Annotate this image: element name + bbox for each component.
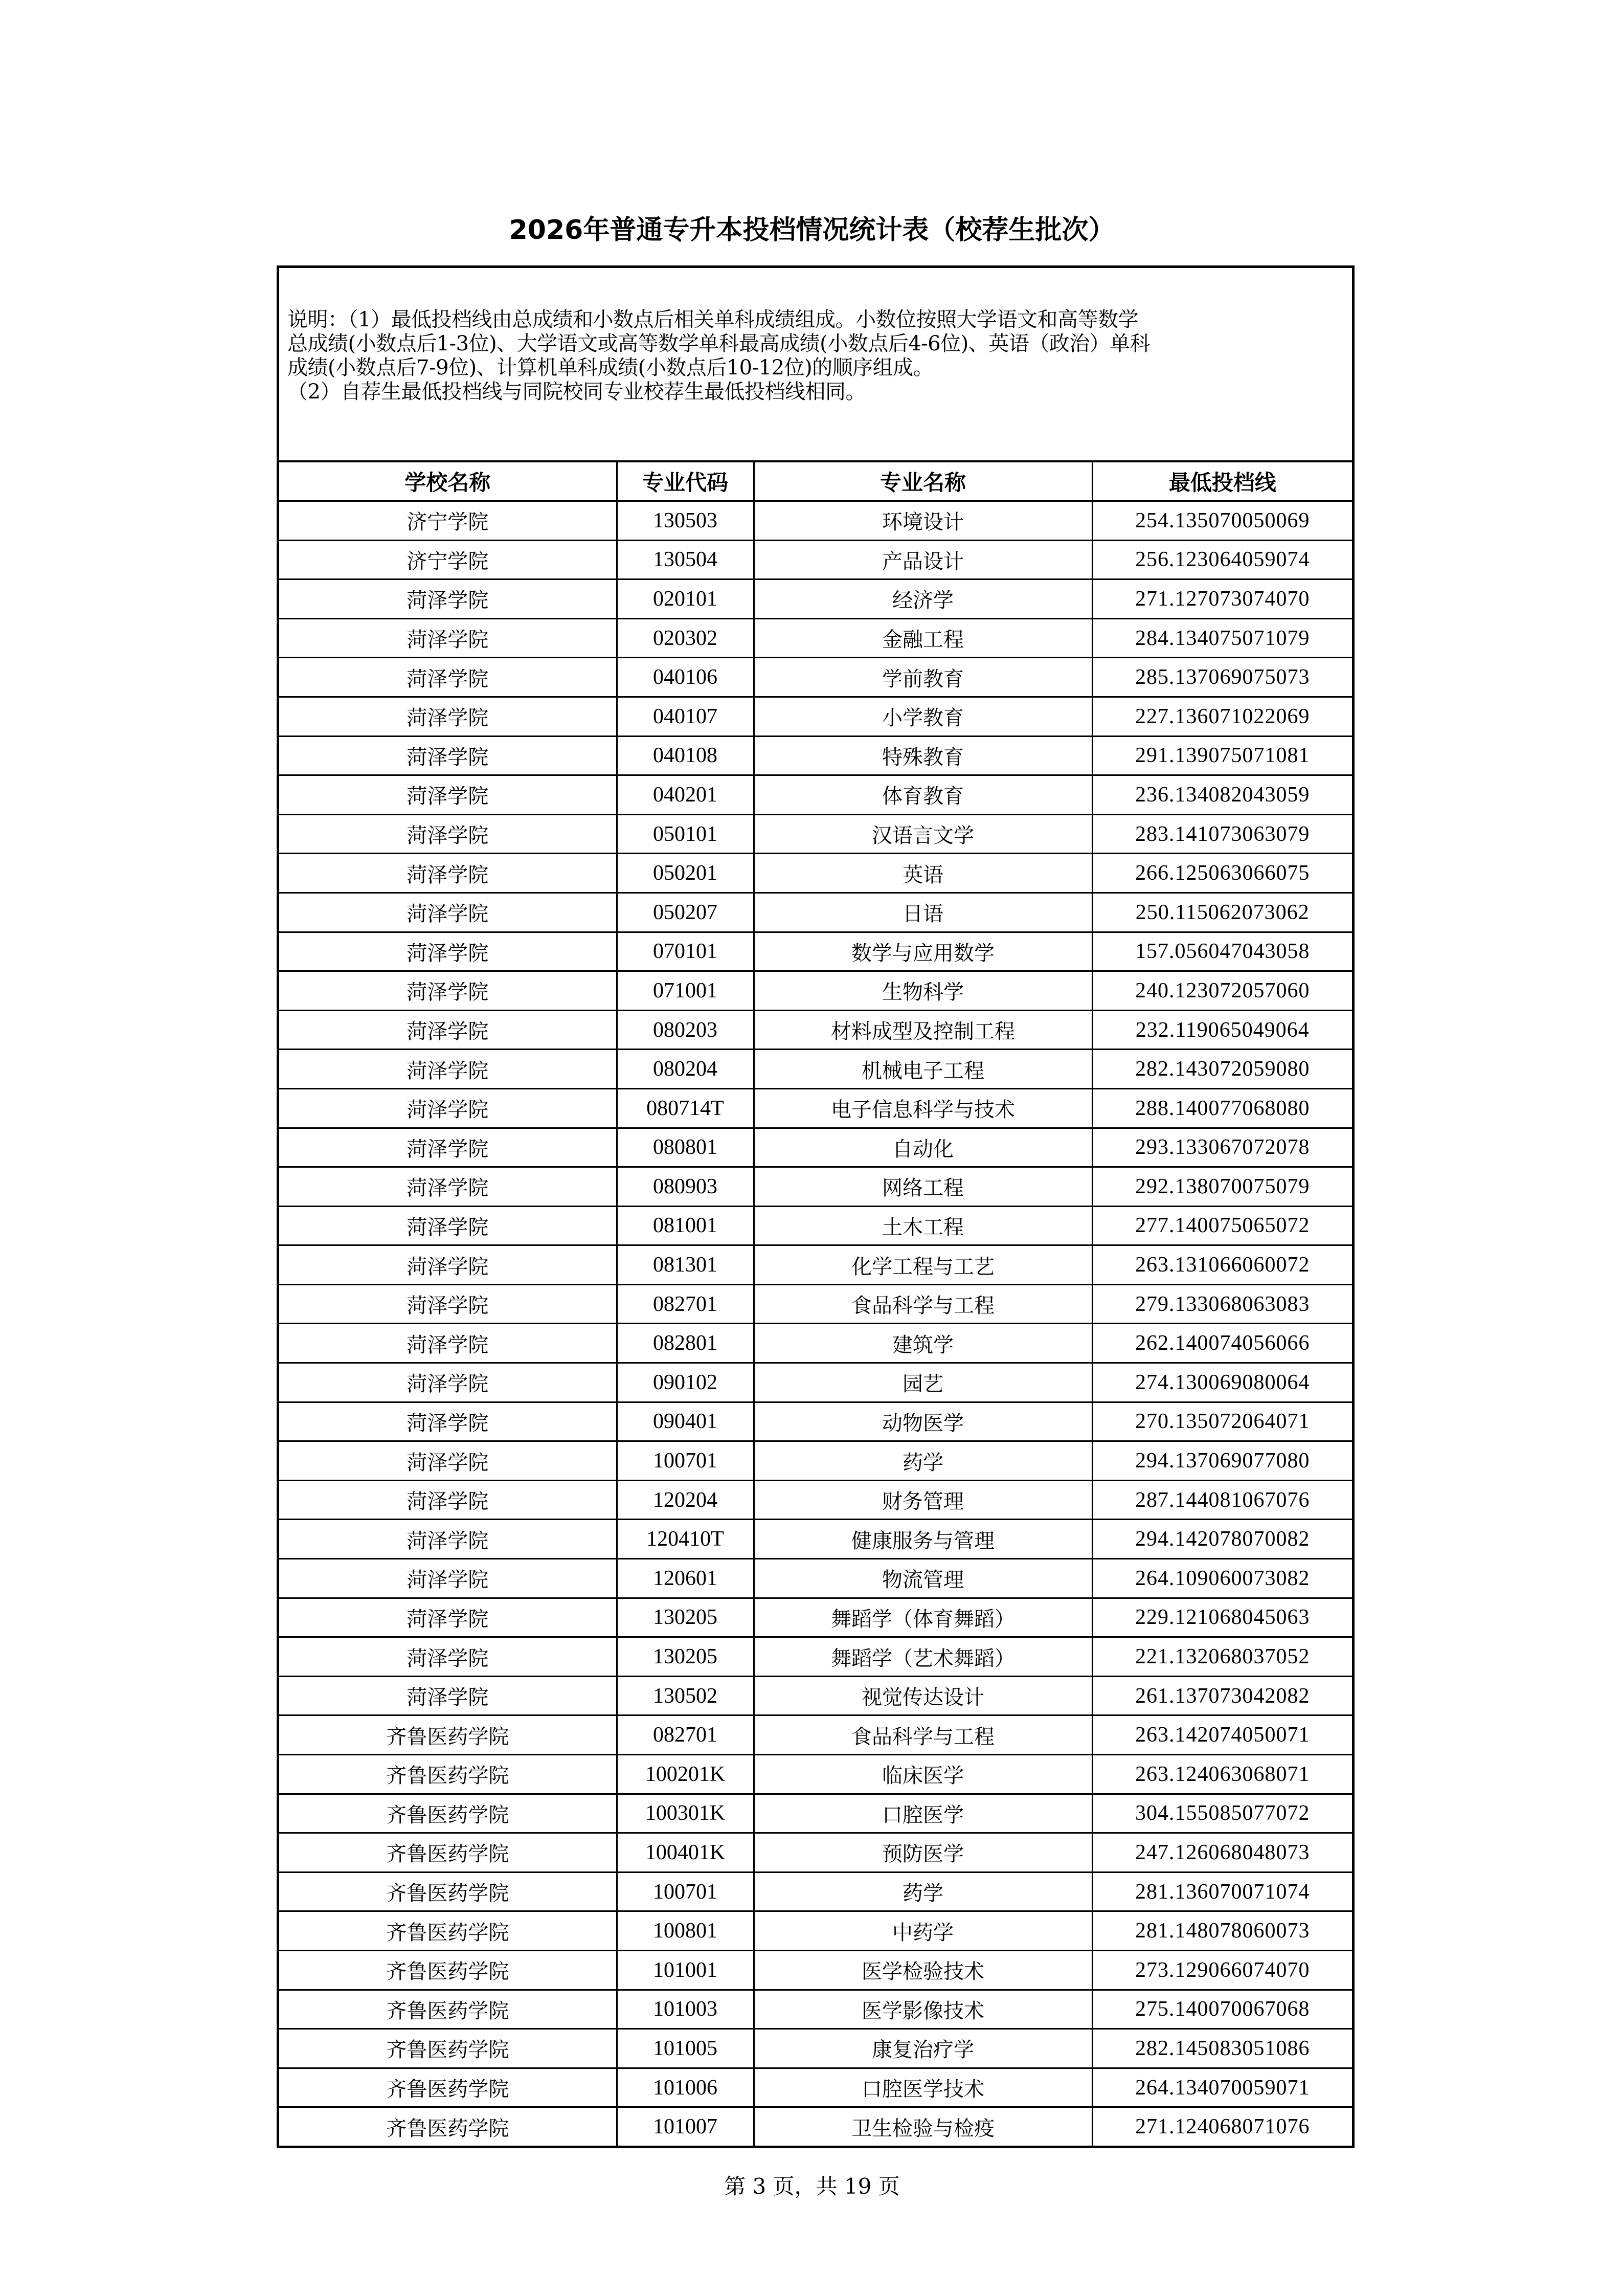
school-cell: 菏泽学院 [279,932,617,971]
major-code-cell: 130504 [617,540,754,579]
school-cell: 菏泽学院 [279,1598,617,1637]
major-code-cell: 040107 [617,697,754,736]
school-cell: 菏泽学院 [279,1206,617,1245]
table-row [279,579,1352,619]
table-row [279,1402,1352,1441]
major-name-cell: 药学 [754,1441,1092,1481]
school-cell: 菏泽学院 [279,1245,617,1285]
major-name-cell: 中药学 [754,1911,1092,1951]
school-cell: 菏泽学院 [279,1128,617,1167]
major-name-cell: 环境设计 [754,501,1092,541]
major-code-cell: 080801 [617,1128,754,1167]
table-row [279,1794,1352,1833]
major-name-cell: 口腔医学技术 [754,2068,1092,2107]
major-code-cell: 090102 [617,1363,754,1402]
table-row [279,2068,1352,2107]
admission-table [279,462,1352,2146]
major-name-cell: 体育教育 [754,775,1092,815]
min-score-cell: 293.133067072078 [1092,1128,1352,1167]
major-code-cell: 101006 [617,2068,754,2107]
min-score-cell: 247.126068048073 [1092,1833,1352,1873]
min-score-cell: 250.115062073062 [1092,893,1352,932]
major-code-cell: 040108 [617,736,754,775]
school-cell: 菏泽学院 [279,775,617,815]
major-name-cell: 经济学 [754,579,1092,619]
school-cell: 齐鲁医药学院 [279,1911,617,1951]
major-name-cell: 医学检验技术 [754,1950,1092,1990]
school-cell: 齐鲁医药学院 [279,1872,617,1911]
table-row [279,1990,1352,2029]
major-code-cell: 020101 [617,579,754,619]
school-cell: 菏泽学院 [279,893,617,932]
school-cell: 菏泽学院 [279,1167,617,1207]
table-body [279,501,1352,2146]
min-score-cell: 281.136070071074 [1092,1872,1352,1911]
table-row [279,814,1352,854]
school-cell: 菏泽学院 [279,1441,617,1481]
major-name-cell: 特殊教育 [754,736,1092,775]
major-name-cell: 视觉传达设计 [754,1676,1092,1715]
min-score-cell: 263.131066060072 [1092,1245,1352,1285]
school-cell: 菏泽学院 [279,814,617,854]
min-score-cell: 294.142078070082 [1092,1520,1352,1559]
major-name-cell: 汉语言文学 [754,814,1092,854]
major-code-cell: 080714T [617,1088,754,1128]
major-code-cell: 100201K [617,1755,754,1794]
table-row [279,1715,1352,1755]
major-name-cell: 机械电子工程 [754,1050,1092,1089]
table-row [279,1598,1352,1637]
major-code-cell: 130205 [617,1637,754,1677]
major-name-cell: 舞蹈学（艺术舞蹈） [754,1637,1092,1677]
min-score-cell: 261.137073042082 [1092,1676,1352,1715]
major-code-cell: 080204 [617,1050,754,1089]
table-row [279,540,1352,579]
table-row [279,697,1352,736]
school-cell: 菏泽学院 [279,1050,617,1089]
min-score-cell: 304.155085077072 [1092,1794,1352,1833]
table-row [279,1911,1352,1951]
major-name-cell: 英语 [754,854,1092,893]
note-box [279,268,1352,462]
major-code-cell: 101005 [617,2029,754,2068]
min-score-cell: 263.142074050071 [1092,1715,1352,1755]
page-title: 2026年普通专升本投档情况统计表（校荐生批次） [509,215,1115,246]
min-score-cell: 274.130069080064 [1092,1363,1352,1402]
table-row [279,2029,1352,2068]
major-name-cell: 化学工程与工艺 [754,1245,1092,1285]
school-cell: 齐鲁医药学院 [279,1794,617,1833]
table-row [279,1088,1352,1128]
table-header-row [279,462,1352,501]
table-row [279,736,1352,775]
min-score-cell: 227.136071022069 [1092,697,1352,736]
school-cell: 济宁学院 [279,501,617,541]
min-score-cell: 275.140070067068 [1092,1990,1352,2029]
table-row [279,1441,1352,1481]
min-score-cell: 285.137069075073 [1092,658,1352,697]
major-code-cell: 071001 [617,971,754,1011]
header-school: 学校名称 [279,462,617,501]
major-name-cell: 学前教育 [754,658,1092,697]
table-row [279,1245,1352,1285]
school-cell: 齐鲁医药学院 [279,1833,617,1873]
major-code-cell: 050201 [617,854,754,893]
school-cell: 菏泽学院 [279,1088,617,1128]
major-name-cell: 康复治疗学 [754,2029,1092,2068]
table-row [279,1637,1352,1677]
table-row [279,893,1352,932]
major-name-cell: 舞蹈学（体育舞蹈） [754,1598,1092,1637]
major-code-cell: 100701 [617,1441,754,1481]
major-name-cell: 生物科学 [754,971,1092,1011]
school-cell: 菏泽学院 [279,1284,617,1324]
note-line-4: （2）自荐生最低投档线与同院校同专业校荐生最低投档线相同。 [287,380,866,404]
min-score-cell: 236.134082043059 [1092,775,1352,815]
table-row [279,1950,1352,1990]
major-name-cell: 建筑学 [754,1324,1092,1363]
school-cell: 菏泽学院 [279,1363,617,1402]
major-code-cell: 081301 [617,1245,754,1285]
major-code-cell: 050207 [617,893,754,932]
major-code-cell: 120204 [617,1480,754,1520]
major-code-cell: 050101 [617,814,754,854]
min-score-cell: 277.140075065072 [1092,1206,1352,1245]
table-row [279,2107,1352,2146]
major-name-cell: 医学影像技术 [754,1990,1092,2029]
table-row [279,1284,1352,1324]
table-row [279,971,1352,1011]
table-row [279,1324,1352,1363]
min-score-cell: 254.135070050069 [1092,501,1352,541]
table-row [279,1206,1352,1245]
major-code-cell: 040106 [617,658,754,697]
header-major-code: 专业代码 [617,462,754,501]
header-major-name: 专业名称 [754,462,1092,501]
min-score-cell: 287.144081067076 [1092,1480,1352,1520]
min-score-cell: 157.056047043058 [1092,932,1352,971]
min-score-cell: 271.127073074070 [1092,579,1352,619]
min-score-cell: 288.140077068080 [1092,1088,1352,1128]
table-row [279,1676,1352,1715]
min-score-cell: 232.119065049064 [1092,1010,1352,1050]
page-footer: 第 3 页，共 19 页 [724,2174,900,2199]
major-code-cell: 082701 [617,1715,754,1755]
major-name-cell: 网络工程 [754,1167,1092,1207]
min-score-cell: 279.133068063083 [1092,1284,1352,1324]
school-cell: 菏泽学院 [279,1676,617,1715]
table-row [279,1520,1352,1559]
major-name-cell: 药学 [754,1872,1092,1911]
major-code-cell: 130205 [617,1598,754,1637]
min-score-cell: 294.137069077080 [1092,1441,1352,1481]
min-score-cell: 291.139075071081 [1092,736,1352,775]
major-name-cell: 物流管理 [754,1559,1092,1598]
major-code-cell: 130503 [617,501,754,541]
school-cell: 齐鲁医药学院 [279,2107,617,2146]
major-name-cell: 产品设计 [754,540,1092,579]
table-row [279,501,1352,541]
major-code-cell: 081001 [617,1206,754,1245]
school-cell: 菏泽学院 [279,1402,617,1441]
major-code-cell: 082701 [617,1284,754,1324]
table-row [279,1167,1352,1207]
major-name-cell: 园艺 [754,1363,1092,1402]
table-row [279,618,1352,658]
table-row [279,1833,1352,1873]
min-score-cell: 273.129066074070 [1092,1950,1352,1990]
major-name-cell: 金融工程 [754,618,1092,658]
school-cell: 菏泽学院 [279,1637,617,1677]
min-score-cell: 262.140074056066 [1092,1324,1352,1363]
min-score-cell: 271.124068071076 [1092,2107,1352,2146]
major-name-cell: 健康服务与管理 [754,1520,1092,1559]
school-cell: 齐鲁医药学院 [279,2068,617,2107]
school-cell: 菏泽学院 [279,579,617,619]
major-code-cell: 101001 [617,1950,754,1990]
major-code-cell: 120601 [617,1559,754,1598]
table-row [279,1010,1352,1050]
min-score-cell: 221.132068037052 [1092,1637,1352,1677]
school-cell: 齐鲁医药学院 [279,1950,617,1990]
min-score-cell: 284.134075071079 [1092,618,1352,658]
school-cell: 菏泽学院 [279,736,617,775]
min-score-cell: 282.145083051086 [1092,2029,1352,2068]
table-row [279,1559,1352,1598]
major-name-cell: 预防医学 [754,1833,1092,1873]
major-code-cell: 100301K [617,1794,754,1833]
major-name-cell: 卫生检验与检疫 [754,2107,1092,2146]
note-line-1: 说明：（1）最低投档线由总成绩和小数点后相关单科成绩组成。小数位按照大学语文和高等数学 [287,308,1138,331]
table-row [279,1050,1352,1089]
major-name-cell: 土木工程 [754,1206,1092,1245]
school-cell: 菏泽学院 [279,1559,617,1598]
school-cell: 菏泽学院 [279,1324,617,1363]
table-row [279,775,1352,815]
table-row [279,1872,1352,1911]
note-line-3: 成绩(小数点后7-9位)、计算机单科成绩(小数点后10-12位)的顺序组成。 [287,356,934,380]
min-score-cell: 264.109060073082 [1092,1559,1352,1598]
major-name-cell: 财务管理 [754,1480,1092,1520]
major-code-cell: 101003 [617,1990,754,2029]
major-name-cell: 食品科学与工程 [754,1284,1092,1324]
major-code-cell: 080903 [617,1167,754,1207]
major-code-cell: 100801 [617,1911,754,1951]
major-code-cell: 120410T [617,1520,754,1559]
table-row [279,1480,1352,1520]
min-score-cell: 266.125063066075 [1092,854,1352,893]
major-name-cell: 电子信息科学与技术 [754,1088,1092,1128]
major-name-cell: 食品科学与工程 [754,1715,1092,1755]
major-code-cell: 090401 [617,1402,754,1441]
min-score-cell: 281.148078060073 [1092,1911,1352,1951]
table-row [279,1128,1352,1167]
table-row [279,854,1352,893]
table-row [279,1363,1352,1402]
major-code-cell: 101007 [617,2107,754,2146]
major-code-cell: 100701 [617,1872,754,1911]
school-cell: 菏泽学院 [279,1010,617,1050]
major-code-cell: 130502 [617,1676,754,1715]
header-min-score: 最低投档线 [1092,462,1352,501]
major-name-cell: 材料成型及控制工程 [754,1010,1092,1050]
major-code-cell: 082801 [617,1324,754,1363]
min-score-cell: 229.121068045063 [1092,1598,1352,1637]
school-cell: 齐鲁医药学院 [279,1755,617,1794]
major-name-cell: 日语 [754,893,1092,932]
major-name-cell: 临床医学 [754,1755,1092,1794]
table-row [279,1755,1352,1794]
min-score-cell: 263.124063068071 [1092,1755,1352,1794]
major-code-cell: 040201 [617,775,754,815]
school-cell: 菏泽学院 [279,1480,617,1520]
statistics-sheet [277,265,1355,2148]
school-cell: 齐鲁医药学院 [279,1715,617,1755]
school-cell: 菏泽学院 [279,697,617,736]
min-score-cell: 264.134070059071 [1092,2068,1352,2107]
major-code-cell: 100401K [617,1833,754,1873]
major-name-cell: 动物医学 [754,1402,1092,1441]
school-cell: 菏泽学院 [279,1520,617,1559]
school-cell: 菏泽学院 [279,971,617,1011]
major-name-cell: 数学与应用数学 [754,932,1092,971]
major-name-cell: 口腔医学 [754,1794,1092,1833]
min-score-cell: 240.123072057060 [1092,971,1352,1011]
min-score-cell: 256.123064059074 [1092,540,1352,579]
major-code-cell: 070101 [617,932,754,971]
min-score-cell: 282.143072059080 [1092,1050,1352,1089]
table-row [279,658,1352,697]
major-code-cell: 080203 [617,1010,754,1050]
min-score-cell: 270.135072064071 [1092,1402,1352,1441]
table-row [279,932,1352,971]
school-cell: 菏泽学院 [279,854,617,893]
note-line-2: 总成绩(小数点后1-3位)、大学语文或高等数学单科最高成绩(小数点后4-6位)、英语（政治）单科 [287,332,1151,355]
school-cell: 菏泽学院 [279,658,617,697]
min-score-cell: 292.138070075079 [1092,1167,1352,1207]
school-cell: 菏泽学院 [279,618,617,658]
major-code-cell: 020302 [617,618,754,658]
school-cell: 齐鲁医药学院 [279,2029,617,2068]
major-name-cell: 自动化 [754,1128,1092,1167]
min-score-cell: 283.141073063079 [1092,814,1352,854]
major-name-cell: 小学教育 [754,697,1092,736]
school-cell: 济宁学院 [279,540,617,579]
school-cell: 齐鲁医药学院 [279,1990,617,2029]
